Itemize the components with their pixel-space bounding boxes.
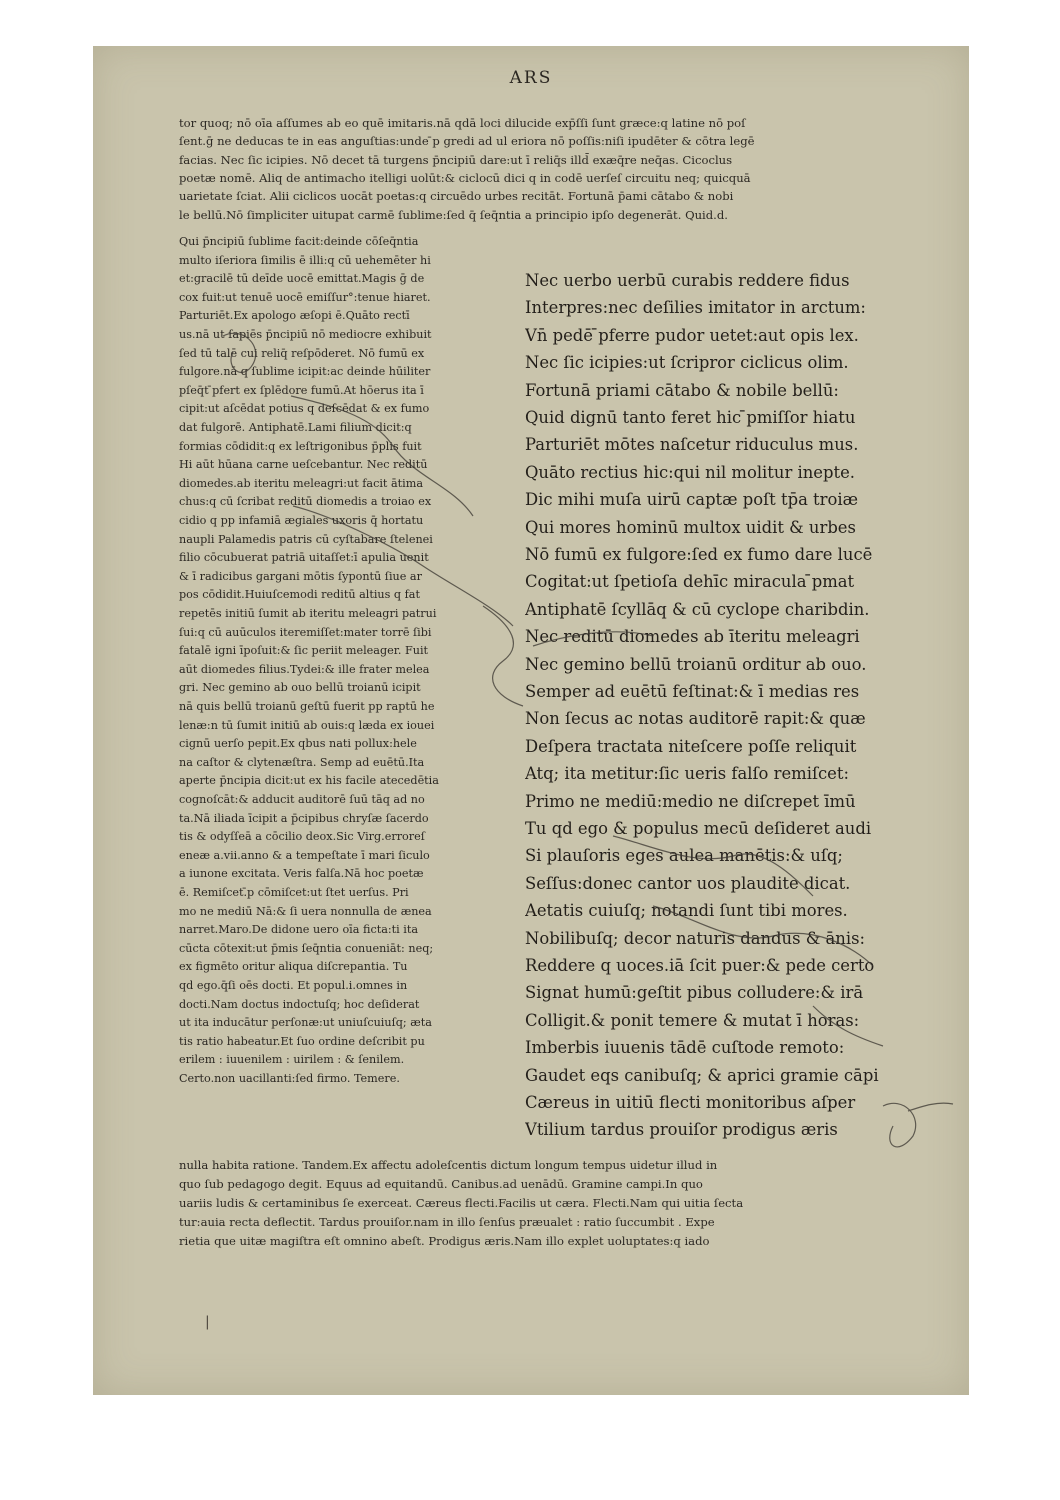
verse-line: Nec gemino bellū troianū orditur ab ouo.	[525, 654, 867, 674]
verse-line: Parturiēt mōtes naſcetur riduculus mus.	[525, 435, 859, 455]
commentary-line: nulla habita ratione. Tandem.Ex affectu adoleſcentis dictum longum tempus uidetur illud in	[179, 1158, 718, 1172]
commentary-line: rietia que uitæ magiſtra eſt omnino abeſt. Prodigus æris.Nam illo explet uoluptates:q iado	[179, 1234, 710, 1248]
commentary-line: multo iſeriora ſimilis ē illi:q cū uehemēter hi	[179, 253, 431, 267]
verse-line: Nec ſic icipies:ut ſcripror ciclicus olim.	[525, 353, 849, 373]
verse-line: Aetatis cuiuſq; notandi ſunt tibi mores.	[525, 901, 848, 921]
verse-line: Imberbis iuuenis tādē cuſtode remoto:	[525, 1038, 845, 1058]
commentary-line: Qui p̄ncipiū ſublime facit:deinde cōſeq̄ntia	[179, 235, 419, 248]
commentary-line: tis ratio habeatur.Et ſuo ordine deſcribit pu	[179, 1034, 425, 1048]
verse-line: Dic mihi muſa uirū captæ poſt tp̄a troiæ	[525, 490, 858, 510]
commentary-line: na caſtor & clytenæſtra. Semp ad euētū.Ita	[179, 755, 425, 769]
commentary-line: ta.Nā iliada īcipit a p̄cipibus chryſæ ſacerdo	[179, 811, 429, 825]
verse-line: Si plauſoris eges aulea manētis:& uſq;	[525, 846, 843, 866]
commentary-line: eneæ a.vii.anno & a tempeſtate ī mari ſiculo	[179, 848, 430, 862]
verse-line: Vn̄ pedē ̄pferre pudor uetet:aut opis lex.	[525, 325, 859, 345]
verse-line: Semper ad euētū feſtinat:& ī medias res	[525, 682, 860, 701]
commentary-line: naupli Palamedis patris cū cyſtabare ſtelenei	[179, 532, 433, 546]
commentary-line: filio cōcubuerat patriā uitaſſet:ī apulia uenit	[179, 551, 429, 565]
commentary-line: nā quis bellū troianū geſtū fuerit pp raptū he	[179, 700, 435, 713]
commentary-line: cignū uerſo pepit.Ex qbus nati pollux:hele	[179, 737, 417, 751]
commentary-line: & ī radicibus gargani mōtis ſypontū ſiue ar	[179, 569, 422, 583]
commentary-line: ut ita inducātur perſonæ:ut uniuſcuiuſq; æta	[179, 1016, 432, 1030]
commentary-line: quo ſub pedagogo degit. Equus ad equitandū. Canibus.ad uenādū. Gramine campi.In quo	[179, 1177, 703, 1191]
verse-line: Quāto rectius hic:qui nil molitur inepte.	[525, 462, 855, 482]
commentary-line: ē. Remiſcet.̄p cōmiſcet:ut ſtet uerſus. Pri	[179, 886, 409, 899]
verse-line: Nec uerbo uerbū curabis reddere fidus	[525, 271, 850, 290]
scrawl-tail	[908, 1103, 953, 1111]
commentary-line: diomedes.ab iteritu meleagri:ut facit ātima	[179, 476, 423, 490]
verse-line: Gaudet eqs canibuſq; & aprici gramie cāpi	[525, 1065, 879, 1085]
verse-line: Interpres:nec deſilies imitator in arctum:	[525, 298, 866, 318]
commentary-line: erilem : iuuenilem : uirilem : & ſenilem.	[179, 1053, 405, 1067]
commentary-line: cūcta cōtexit:ut p̄mis ſeq̄ntia conueniāt: neq;	[179, 941, 434, 955]
commentary-line: uarietate ſciat. Alii ciclicos uocāt poetas:q circuēdo urbes recitāt. Fortunā p̄ami cātabo & nobi	[179, 189, 734, 204]
commentary-line: pos cōdidit.Huiuſcemodi reditū altius q fat	[179, 588, 420, 602]
verse-line: Signat humū:geſtit pibus colludere:& irā	[525, 983, 864, 1003]
commentary-line: formias cōdidit:q ex leſtrigonibus p̄plis fuit	[179, 439, 422, 453]
commentary-line: ſui:q cū auūculos iteremiſſet:mater torrē ſibi	[179, 625, 432, 639]
commentary-line: ex figmēto oritur aliqua diſcrepantia. Tu	[179, 960, 408, 974]
commentary-line: tur:auia recta deflectit. Tardus prouiſor.nam in illo ſenſus præualet : ratio ſuccumbit . Expe	[179, 1215, 715, 1229]
verse-line: Non ſecus ac notas auditorē rapit:& quæ	[525, 709, 866, 729]
verse-line: Vtilium tardus prouiſor prodigus æris	[525, 1120, 838, 1140]
commentary-line: lenæ:n tū ſumit initiū ab ouis:q læda ex iouei	[179, 718, 435, 732]
commentary-line: us.nā ut ſapiēs p̄ncipiū nō mediocre exhibuit	[179, 328, 432, 341]
verse-line: Deſpera tractata niteſcere poſſe reliquit	[525, 736, 857, 756]
commentary-line: a iunone excitata. Veris falſa.Nā hoc poetæ	[179, 867, 424, 881]
verse-line: Antiphatē ſcyllāq & cū cyclope charibdin.	[525, 599, 870, 619]
manuscript-page	[93, 46, 969, 1395]
commentary-line: Parturiēt.Ex apologo æſopi ē.Quāto rectī	[179, 309, 410, 323]
commentary-line: fulgore.nā q ſublime icipit:ac deinde hūiliter	[179, 365, 431, 379]
verse-line: Reddere q uoces.iā ſcit puer:& pede certo	[525, 956, 875, 975]
verse-line: Nec reditū diomedes ab īteritu meleagri	[525, 627, 860, 647]
commentary-line: ſent.ḡ ne deducas te in eas anguſtias:unde ̄p gredi ad ul eriora nō poſſis:niſi ipudēter & cōtra legē	[179, 134, 755, 149]
commentary-line: qd ego.q̄ſi oēs docti. Et popul.i.omnes in	[179, 979, 408, 992]
verse-line: Nō fumū ex fulgore:ſed ex fumo dare lucē	[525, 545, 873, 564]
verse-line: Fortunā priami cātabo & nobile bellū:	[525, 380, 839, 400]
verse-line: Primo ne mediū:medio ne diſcrepet īmū	[525, 791, 856, 811]
commentary-line: fatalē igni īpoſuit:& ſic periit meleager. Fuit	[179, 644, 429, 658]
commentary-line: ̄pſeq̄t ̄pfert ex ſplēdore fumū.At hōerus ita ī	[179, 383, 424, 397]
commentary-line: cox fuit:ut tenuē uocē emiſſur°:tenue hiaret.	[179, 290, 431, 304]
commentary-line: mo ne mediū Nā:& ſi uera nonnulla de ænea	[179, 904, 432, 918]
commentary-line: cidio q pp infamiā ægiales uxoris q̄ hortatu	[179, 514, 424, 527]
running-head: ARS	[509, 68, 553, 88]
commentary-line: aperte p̄ncipia dicit:ut ex his facile atecedētia	[179, 774, 439, 788]
margin-mark: |	[205, 1314, 210, 1330]
commentary-line: tis & odyſſeā a cōcilio deox.Sic Virg.erroreſ	[179, 830, 425, 844]
commentary-line: repetēs initiū ſumit ab iteritu meleagri patrui	[179, 607, 437, 620]
commentary-line: dat fulgorē. Antiphatē.Lami filium dicit:q	[179, 421, 412, 434]
verse-line: Tu qd ego & populus mecū deſideret audi	[525, 819, 872, 838]
commentary-line: tor quoq; nō oīa aſſumes ab eo quē imitaris.nā qdā loci dilucide exp̄ſſi ſunt græce:q latine nō poſ	[179, 116, 746, 130]
commentary-line: narret.Maro.De didone uero oīa ficta:ti ita	[179, 923, 419, 937]
commentary-line: le bellū.Nō ſimpliciter uitupat carmē ſublime:ſed q̄ ſeq̄ntia a principio ipſo degenerāt. Quid.d.	[179, 207, 728, 222]
verse-line: Colligit.& ponit temere & mutat ī horas:	[525, 1010, 860, 1030]
commentary-line: docti.Nam doctus indoctuſq; hoc deſiderat	[179, 997, 420, 1011]
commentary-line: ſed tū talē cui reliq̄ reſpōderet. Nō fumū ex	[179, 346, 425, 360]
verse-line: Cogitat:ut ſpetioſa dehīc miracula ̄pmat	[525, 572, 855, 592]
verse-line: Quid dignū tanto feret hic ̄pmiſſor hiatu	[525, 408, 856, 427]
commentary-line: gri. Nec gemino ab ouo bellū troianū icipit	[179, 681, 421, 695]
verse-line: Atq; ita metitur:ſic ueris falſo remiſcet:	[525, 764, 849, 784]
commentary-line: Hi aūt hūana carne ueſcebantur. Nec reditū	[179, 458, 428, 472]
commentary-line: aūt diomedes filius.Tydei:& ille frater melea	[179, 662, 430, 676]
verse-line: Seſſus:donec cantor uos plaudite dicat.	[525, 873, 851, 893]
commentary-line: cipit:ut aſcēdat potius q deſcēdat & ex fumo	[179, 402, 430, 416]
commentary-line: facias. Nec ſic icipies. Nō decet tā turgens p̄ncipiū dare:ut ī reliq̄s illd̄ exæq̄re neq̄as. Cicoclus	[179, 152, 733, 167]
verse-line: Nobilibuſq; decor naturis dandus & ānis:	[525, 928, 866, 948]
commentary-line: chus:q cū ſcribat reditū diomedis a troiao ex	[179, 495, 432, 509]
commentary-line: cognoſcāt:& adducit auditorē ſuū tāq ad no	[179, 793, 425, 806]
verse-line: Qui mores hominū multox uidit & urbes	[525, 517, 856, 537]
commentary-line: uariis ludis & certaminibus ſe exerceat. Cæreus flecti.Facilis ut cæra. Flecti.Nam qui uitia ſecta	[179, 1196, 744, 1210]
commentary-line: poetæ nomē. Aliq de antimacho itelligi uolūt:& ciclocū dici q in codē uerſeſ circuitu neq; quicquā	[179, 170, 751, 185]
verse-line: Cæreus in uitiū flecti monitoribus aſper	[525, 1093, 856, 1112]
commentary-line: et:gracilē tū deīde uocē emittat.Magis ḡ de	[179, 272, 425, 286]
commentary-line: Certo.non uacillanti:ſed firmo. Temere.	[179, 1072, 400, 1085]
